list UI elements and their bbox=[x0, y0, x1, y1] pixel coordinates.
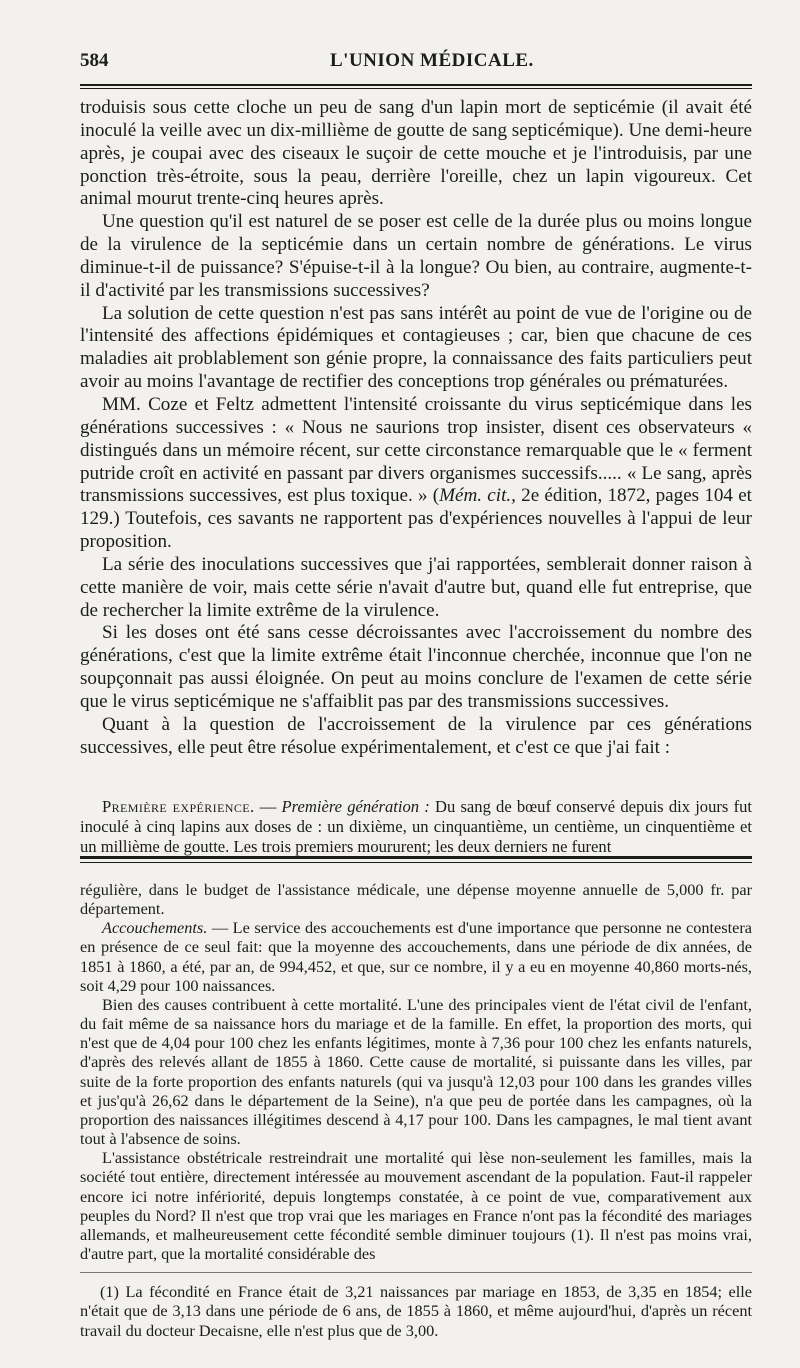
section-rule-thin bbox=[80, 862, 752, 863]
footnote-text: (1) La fécondité en France était de 3,21 naissances par mariage en 1853, de 3,35 en 1854; elle n'était que de 3,13 dans une période de 6 ans, de 1855 à 1860, et même aujourd'hui, d'après un récent travail du docteur Decaisne, elle n'est plus que de 3,00. bbox=[80, 1282, 752, 1340]
experiment-dash: — bbox=[254, 797, 282, 816]
page-header bbox=[80, 50, 752, 76]
paragraph-series: La série des inoculations successives que j'ai rapportées, semblerait donner raison à cette manière de voir, mais cette série n'avait d'autre but, quand elle fut entreprise, que de rechercher la limite extrême de la virulence. bbox=[80, 553, 752, 621]
section-title-accouchements: Accouchements. bbox=[102, 918, 208, 938]
paragraph-mortality-causes: Bien des causes contribuent à cette mortalité. L'une des principales vient de l'état civil de l'enfant, du fait même de sa naissance hors du mariage et de la famille. En effet, la proportion des morts, qui n'est que de 4,04 pour 100 chez les enfants légitimes, monte à 7,36 pour 100 chez les enfants naturels, d'après des relevés allant de 1855 à 1860. Cette cause de mortalité, si puissante dans les villes, par suite de la forte proportion des enfants naturels (qui va jusqu'à 12,03 pour 100 dans les grandes villes et jus'qu'à 26,62 dans le département de la Seine), n'a que peu de portée dans les campagnes, où la proportion des naissances illégitimes descend à 4,17 pour 100. Dans les campagnes, le mal tient avant tout à l'absence de soins. bbox=[80, 994, 752, 1149]
paragraph-coze-feltz-text-a: MM. Coze et Feltz admettent l'intensité croissante du virus septicémique dans les générations successives : « Nous ne saurions trop insister, disent ces observateurs « distingués dans un mémoire récent, sur cette circonstance remarquable que le « ferment putride croît en activité en passant par divers organismes successifs..... « Le sang, après transmissions successives, est plus toxique. » ( bbox=[80, 393, 752, 507]
running-title: L'UNION MÉDICALE. bbox=[330, 50, 534, 71]
paragraph-coze-feltz-text-b: 2e édition, 1872, pages 104 et 129.) Toutefois, ces savants ne rapportent pas d'expériences nouvelles à l'appui de leur proposition. bbox=[80, 485, 752, 553]
assistance-article-text bbox=[80, 880, 752, 1263]
paragraph-continuation: troduisis sous cette cloche un peu de sang d'un lapin mort de septicémie (il avait été inoculé la veille avec un dix-millième de goutte de sang septicémique). Une demi-heure après, je coupai avec des ciseaux le suçoir de cette mouche et je l'introduisis, par une ponction très-étroite, sous la peau, derrière l'oreille, chez un lapin vigoureux. Cet animal mourut trente-cinq heures après. bbox=[80, 97, 752, 210]
experiment-subtitle: Première génération : bbox=[281, 797, 430, 816]
paragraph-solution: La solution de cette question n'est pas sans intérêt au point de vue de l'origine ou de l'intensité des affections épidémiques et contagieuses ; car, bien que chacune de ces maladies ait problablement son génie propre, la connaissance des faits particuliers peut avoir au moins l'avantage de rectifier des conceptions trop générales ou prématurées. bbox=[80, 302, 752, 393]
main-article-text bbox=[80, 97, 752, 759]
section-rule-thick bbox=[80, 856, 752, 859]
paragraph-accouchements-text: — Le service des accouchements est d'une importance que personne ne contestera en présence de ce seul fait: que la moyenne des accouchements, dans une période de dix années, de 1851 à 1860, a été, par an, de 994,452, et que, sur ce nombre, il y a eu en moyenne 40,860 morts-nés, soit 4,29 pour 100 naissances. bbox=[80, 918, 752, 995]
paragraph-accouchements bbox=[80, 918, 752, 995]
experiment-text: Du sang de bœuf conservé depuis dix jours fut inoculé à cinq lapins aux doses de : un dixième, un cinquantième, un centième, un cinquentième et un millième de goutte. Les trois premiers moururent; les deux derniers ne furent bbox=[80, 797, 752, 856]
citation-reference: Mém. cit., bbox=[439, 485, 516, 507]
paragraph-question: Une question qu'il est naturel de se poser est celle de la durée plus ou moins longue de la virulence de la septicémie dans un certain nombre de générations. Le virus diminue-t-il de puissance? S'épuise-t-il à la longue? Ou bien, au contraire, augmente-t-il d'activité par les transmissions successives? bbox=[80, 211, 752, 301]
paragraph-doses: Si les doses ont été sans cesse décroissantes avec l'accroissement du nombre des générations, c'est que la limite extrême était l'inconnue cherchée, inconnue que l'on ne soupçonnait pas aussi éloignée. On peut au moins conclure de l'examen de cette série que le virus septicémique ne s'affaiblit pas par des transmissions successives. bbox=[80, 622, 752, 712]
experiment-paragraph bbox=[80, 797, 752, 857]
header-rule-thin bbox=[80, 88, 752, 89]
experiment-block bbox=[80, 797, 752, 857]
header-rule-thick bbox=[80, 84, 752, 86]
page-number: 584 bbox=[80, 50, 109, 71]
footnote-rule bbox=[80, 1272, 752, 1273]
paragraph-budget: régulière, dans le budget de l'assistance médicale, une dépense moyenne annuelle de 5,000 fr. par département. bbox=[80, 880, 752, 919]
paragraph-question-growth: Quant à la question de l'accroissement de la virulence par ces générations successives, elle peut être résolue expérimentalement, et c'est ce que j'ai fait : bbox=[80, 713, 752, 758]
experiment-label: Première expérience. bbox=[102, 797, 255, 816]
footnote bbox=[80, 1282, 752, 1340]
paragraph-obstetric-assistance: L'assistance obstétricale restreindrait une mortalité qui lèse non-seulement les familles, mais la société tout entière, directement intéressée au mouvement ascendant de la population. Faut-il rappeler encore ici notre infériorité, depuis longtemps constatée, à ce point de vue, comparativement aux peuples du Nord? Il n'est que trop vrai que les mariages en France n'ont pas la fécondité des mariages allemands, et malheureusement cette fécondité semble diminuer toujours (1). Il n'est pas moins vrai, d'autre part, que la mortalité considérable des bbox=[80, 1148, 752, 1263]
paragraph-coze-feltz bbox=[80, 394, 752, 554]
